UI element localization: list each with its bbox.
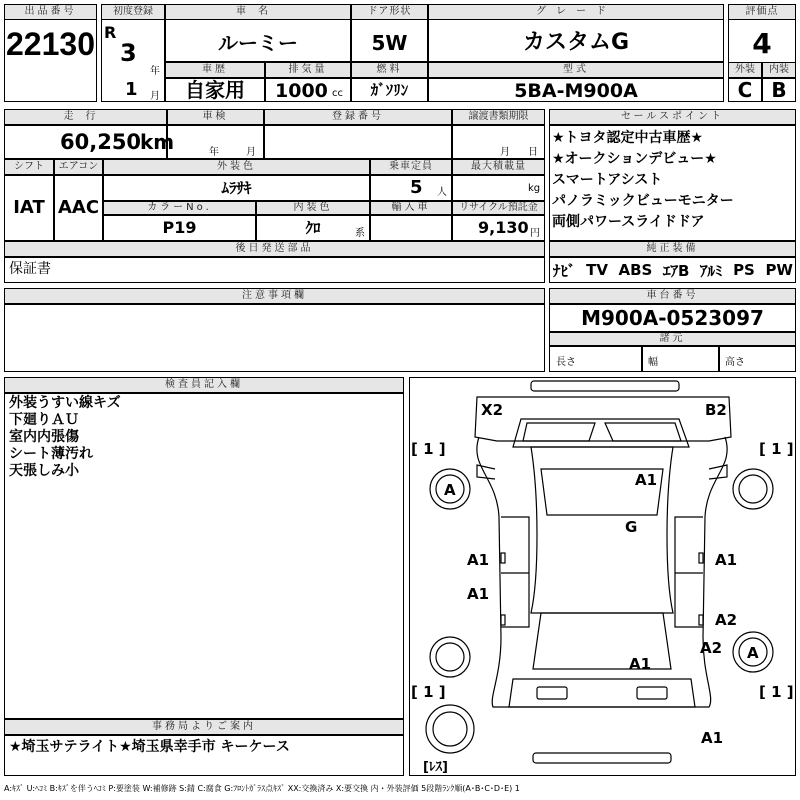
later-parts: 保証書 <box>9 261 51 277</box>
registration-header: 初度登録 <box>101 4 165 20</box>
width-label: 幅 <box>648 357 658 368</box>
inspector-header: 検査員記入欄 <box>4 377 404 393</box>
car-name: ルーミー <box>218 31 298 55</box>
tire-front-left: [ 1 ] <box>411 440 446 458</box>
equipment-header: 純正装備 <box>549 241 796 257</box>
height-label: 高さ <box>725 357 745 368</box>
int-grade: B <box>771 78 787 102</box>
inspector-note: 天張しみ小 <box>9 463 79 479</box>
sales-point: パノラミックビューモニター <box>552 193 734 209</box>
car-name-header: 車名 <box>165 4 351 20</box>
ext-grade-header: 外装 <box>728 62 762 78</box>
registration-number-cell <box>264 125 452 159</box>
inspection-month-unit: 月 <box>246 147 256 158</box>
transfer-deadline-header: 譲渡書類期限 <box>452 109 545 125</box>
shift-header: シフト <box>4 159 54 175</box>
notes-header: 注意事項欄 <box>4 288 545 304</box>
int-grade-header: 内装 <box>762 62 796 78</box>
car-history: 自家用 <box>185 78 245 102</box>
equip-item: ｱﾙﾐ <box>699 261 723 280</box>
interior-color-header: 内装色 <box>256 201 370 215</box>
left-front-door-mark: A1 <box>467 551 490 569</box>
lot-number-header: 出品番号 <box>4 4 97 20</box>
sales-points-list <box>552 128 734 233</box>
spec-header: 諸元 <box>549 332 796 346</box>
mileage-header: 走行 <box>4 109 167 125</box>
inspector-note: シート薄汚れ <box>9 446 93 462</box>
tire-front-right: [ 1 ] <box>759 440 794 458</box>
label-x2: X2 <box>481 401 504 419</box>
shift: IAT <box>13 197 45 218</box>
inspection-header: 車検 <box>167 109 264 125</box>
inspector-note: 室内内張傷 <box>9 429 79 445</box>
equip-item: ﾅﾋﾞ <box>553 261 576 280</box>
import-header: 輸入車 <box>370 201 452 215</box>
door-type: 5W <box>371 31 408 55</box>
displacement-unit: cc <box>332 88 343 99</box>
equipment-list <box>553 257 793 283</box>
inspector-notes <box>9 395 121 480</box>
tire-rear-left: [ 1 ] <box>411 683 446 701</box>
year-unit: 年 <box>150 66 160 77</box>
later-parts-cell <box>4 257 545 283</box>
interior-color: ｸﾛ <box>305 219 321 237</box>
max-load-unit: kg <box>528 183 541 194</box>
capacity-header: 乗車定員 <box>370 159 452 175</box>
door-header: ドア形状 <box>351 4 428 20</box>
chassis-header: 車台番号 <box>549 288 796 304</box>
import-cell <box>370 215 452 241</box>
color-number: P19 <box>162 218 197 237</box>
office-header: 事務局よりご案内 <box>4 719 404 735</box>
grade: カスタムG <box>522 30 630 55</box>
diagram-labels <box>409 377 796 776</box>
legend: A:ｷｽﾞ U:ﾍｺﾐ B:ｷｽﾞを伴うﾍｺﾐ P:要塗装 W:補修跡 S:錆 C:腐食 G:ﾌﾛﾝﾄｶﾞﾗｽ点ｷｽﾞ XX:交換済み X:要交換 内・外装評価 5段階ﾗﾝｸ順(A･B･C･D･E) 1 <box>4 784 520 793</box>
inspector-note: 外装うすい線キズ <box>9 395 121 411</box>
transfer-day-unit: 日 <box>528 147 538 158</box>
equip-item: ｴｱB <box>662 261 690 280</box>
mileage-unit: km <box>140 130 175 154</box>
notes-cell <box>4 304 545 372</box>
recycle-header: リサイクル預託金 <box>452 201 545 215</box>
capacity: 5 <box>410 177 423 198</box>
displacement: 1000 <box>275 80 328 102</box>
displacement-header: 排気量 <box>265 62 351 78</box>
ac-header: エアコン <box>54 159 103 175</box>
inspection-year-unit: 年 <box>209 147 219 158</box>
max-load-header: 最大積載量 <box>452 159 545 175</box>
sales-point: ★オークションデビュー★ <box>552 151 717 167</box>
era: R <box>104 23 117 42</box>
transfer-month-unit: 月 <box>500 147 510 158</box>
sales-point: ★トヨタ認定中古車歴★ <box>552 130 704 146</box>
exterior-color: ﾑﾗｻｷ <box>221 179 252 197</box>
length-label: 長さ <box>556 357 576 368</box>
equip-item: ABS <box>618 261 653 279</box>
label-b2: B2 <box>705 401 727 419</box>
lot-number: 22130 <box>6 26 95 62</box>
later-parts-header: 後日発送部品 <box>4 241 545 257</box>
equip-item: PW <box>765 261 793 279</box>
equip-item: PS <box>733 261 755 279</box>
rear-roof-mark: A1 <box>629 655 652 673</box>
air-conditioner: AAC <box>57 197 100 218</box>
wheel-front-left-mark: A <box>444 481 456 499</box>
interior-color-unit: 系 <box>355 228 365 239</box>
mileage: 60,250 <box>60 130 142 154</box>
capacity-unit: 人 <box>437 187 447 198</box>
model-code: 5BA-M900A <box>514 80 638 102</box>
spare-tire: [ﾚｽ] <box>423 760 448 775</box>
ext-grade: C <box>737 78 753 102</box>
grade-header: グレード <box>428 4 724 20</box>
inspector-note: 下廻りＡＵ <box>9 412 79 428</box>
month-unit: 月 <box>150 91 160 102</box>
score-header: 評価点 <box>728 4 796 20</box>
right-quarter-mark: A2 <box>700 639 723 657</box>
sales-point: スマートアシスト <box>552 172 663 188</box>
registration-year: 3 <box>120 39 137 67</box>
sales-point: 両側パワースライドドア <box>552 214 705 230</box>
hood-mark: A1 <box>635 471 658 489</box>
equip-item: TV <box>586 261 608 279</box>
history-header: 車歴 <box>165 62 265 78</box>
left-rear-door-mark: A1 <box>467 585 490 603</box>
registration-month: 1 <box>125 79 138 100</box>
chassis-number: M900A-0523097 <box>581 306 764 330</box>
color-header: 外装色 <box>103 159 370 175</box>
right-front-door-mark: A1 <box>715 551 738 569</box>
recycle-fee: 9,130 <box>478 218 529 237</box>
color-number-header: カラーNo. <box>103 201 256 215</box>
wheel-rear-right-mark: A <box>747 644 759 662</box>
model-header: 型式 <box>428 62 724 78</box>
fuel-header: 燃料 <box>351 62 428 78</box>
office-message: ★埼玉サテライト★埼玉県幸手市 キーケース <box>9 739 290 755</box>
auction-score: 4 <box>752 27 772 60</box>
registration-number-header: 登録番号 <box>264 109 452 125</box>
sales-points-header: セールスポイント <box>549 109 796 125</box>
fuel: ｶﾞｿﾘﾝ <box>370 81 409 99</box>
tire-rear-right: [ 1 ] <box>759 683 794 701</box>
right-rear-door-mark: A2 <box>715 611 738 629</box>
recycle-unit: 円 <box>530 228 540 239</box>
glass-mark: G <box>625 518 638 536</box>
rear-bumper-mark: A1 <box>701 729 724 747</box>
